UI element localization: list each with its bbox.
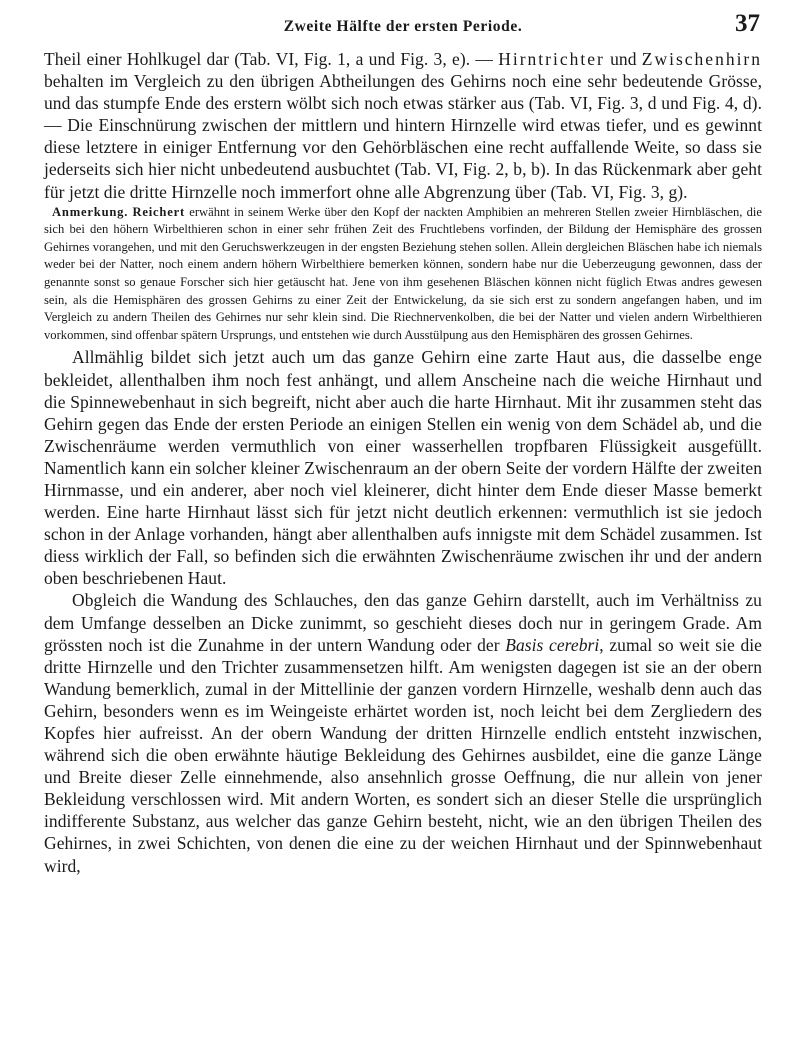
paragraph-1-text-a: Theil einer Hohlkugel dar (Tab. VI, Fig. 1, a und Fig. 3, e). — — [44, 49, 499, 69]
paragraph-1-text-b: und — [604, 49, 642, 69]
paragraph-wandung — [44, 589, 762, 876]
body-text — [44, 48, 762, 877]
paragraph-1-text-c: behalten im Vergleich zu den übrigen Abtheilungen des Gehirns noch eine sehr bedeutende Grösse, und das stumpfe Ende des erstern wölbt sich noch etwas stärker aus (Tab. VI, Fig. 3, d und Fig. 4, d). — Die Einschnürung zwischen der mittlern und hintern Hirnzelle wird etwas tiefer, und es gewinnt diese letztere in einiger Entfernung vor den Gehörbläschen eine recht auffallende Weite, so dass sie jederseits sich hier nicht unbedeutend ausbuchtet (Tab. VI, Fig. 2, b, b). In das Rückenmark aber geht für jetzt die dritte Hirnzelle noch immerfort ohne alle Abgrenzung über (Tab. VI, Fig. 3, g). — [44, 71, 762, 202]
paragraph-hirnhaut: Allmählig bildet sich jetzt auch um das ganze Gehirn eine zarte Haut aus, die dasselbe enge bekleidet, allenthalben ihm noch fest anhängt, und allem Anscheine nach die weiche Hirnhaut und die Spinnewebenhaut in sich begreift, nicht aber auch die harte Hirnhaut. Mit ihr zusammen steht das Gehirn gegen das Ende der ersten Periode an einigen Stellen ein wenig von dem Schädel ab, und die Zwischenräume werden vermuthlich von einer wasserhellen tropfbaren Flüssigkeit ausgefüllt. Namentlich kann ein solcher kleiner Zwischenraum an der obern Seite der vordern Hälfte der zweiten Hirnmasse, und ein anderer, aber noch viel kleinerer, dicht hinter dem Ende dieser Masse bemerkt werden. Eine harte Hirnhaut lässt sich für jetzt nicht deutlich erkennen: vermuthlich ist sie jedoch schon in der Anlage vorhanden, hängt aber allenthalben aufs innigste mit dem Schädel zusammen. Ist diess wirklich der Fall, so befinden sich die erwähnten Zwischenräume zwischen ihr und der andern oben beschriebenen Haut. — [44, 347, 762, 589]
note-text: erwähnt in seinem Werke über den Kopf der nackten Amphibien an mehreren Stellen zweier Hirnbläschen, die sich bei den höhern Wirbelthieren schon in einer sehr frühen Zeit des Fruchtlebens vorfinden, der Bildung der Hemisphäre des grossen Gehirnes vorangehen, und mit den Geruchswerkzeugen in der engsten Beziehung stehen sollen. Allein dergleichen Bläschen habe ich niemals weder bei der Natter, noch einem andern höhern Wirbelthiere bemerken können, sondern habe nur die Ueberzeugung gewonnen, dass der genannte sonst so genaue Forscher sich hier getäuscht hat. Jene von ihm gesehenen Bläschen können nicht füglich Etwas andres gewesen sein, als die Hemisphären des grossen Gehirns zu einer Zeit der Entwickelung, da sie sich erst zu sondern angefangen haben, und im Vergleich zu andern Theilen des Gehirnes nur sehr klein sind. Die Riechnervenkolben, die bei der Natter und vielen andern Wirbelthieren vorkommen, sind offenbar spätern Ursprungs, und entstehen wie durch Ausstülpung aus den Hemisphären des grossen Gehirnes. — [44, 204, 762, 342]
footnote-anmerkung — [44, 204, 762, 345]
paragraph-3-text-b: , zumal so weit sie die dritte Hirnzelle und den Trichter zusammensetzen hilft. Am wenigsten dagegen ist sie an der obern Wandung bemerklich, zumal in der Mittellinie der ganzen vordern Hirnzelle, weshalb denn auch das Gehirn, besonders wenn es im Weingeiste erhärtet worden ist, noch leicht bei dem Zergliedern des Kopfes hier aufreisst. An der obern Wandung der dritten Hirnzelle endlich entsteht inzwischen, während sich die oben erwähnte häutige Bekleidung des Gehirnes ausbildet, eine die ganze Länge und Breite dieser Zelle einnehmende, also ansehnlich grosse Oeffnung, die nur allein von jener Bekleidung verschlossen wird. Mit andern Worten, es sondert sich an dieser Stelle die ursprünglich indifferente Substanz, aus welcher das ganze Gehirn besteht, nicht, wie an den übrigen Theilen des Gehirnes, in zwei Schichten, von denen die eine zu der weichen Hirnhaut und der Spinnwebenhaut wird, — [44, 634, 762, 876]
paragraph-3-text-a: Obgleich die Wandung des Schlauches, den das ganze Gehirn darstellt, auch im Verhältniss zu dem Umfange desselben an Dicke zunimmt, so geschieht dieses doch nur in geringem Grade. Am grössten noch ist die Zunahme in der untern Wandung oder der — [44, 590, 762, 655]
paragraph-continuation — [44, 48, 762, 203]
running-head — [44, 10, 762, 40]
term-hirntrichter: Hirntrichter — [498, 49, 605, 69]
note-author: Reichert — [132, 204, 186, 219]
running-title: Zweite Hälfte der ersten Periode. — [283, 18, 523, 35]
term-basis-cerebri: Basis cerebri — [505, 634, 600, 655]
note-label: Anmerkung. — [52, 204, 129, 219]
term-zwischenhirn: Zwischenhirn — [641, 49, 763, 69]
book-page — [44, 0, 762, 1060]
page-number: 37 — [735, 10, 760, 37]
